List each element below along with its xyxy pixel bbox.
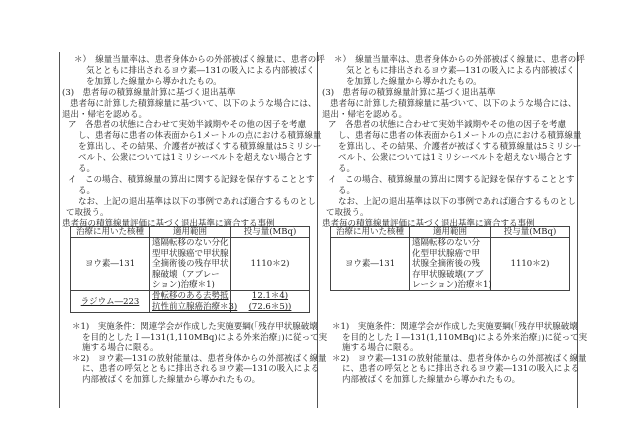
body-line: ア 各患者の状態に合わせて実効半減期やその他の因子を考慮 <box>328 120 567 131</box>
body-line: を算出し、その結果、介護者が被ばくする積算線量は5ミリシー <box>338 142 582 153</box>
scope-cell <box>150 238 231 291</box>
footnote-line: に、患者の呼気とともに排出されるヨウ素―131の吸入による <box>342 364 580 374</box>
note-line: を加算した線量から導かれたもの。 <box>86 76 222 87</box>
body-line: る。 <box>78 164 96 174</box>
footnote-line: を目的としたＩ―131(1,110MBq)による外来治療」)に従って実 <box>82 332 328 343</box>
scope-line: 抗性前立腺癌治療＊3) <box>152 301 238 312</box>
scope-cell <box>150 291 238 313</box>
table-header-cell: 投与量(MBq) <box>491 227 570 238</box>
table-title: 患者毎の積算線量評価に基づく退出基準に適合する事例 <box>62 218 275 229</box>
body-line: し、患者毎に患者の体表面から1メートルの点における積算線量 <box>338 131 582 142</box>
dose-value: 1110＊2) <box>250 259 290 270</box>
scope-line: 化型甲状腺癌で甲 <box>412 248 481 259</box>
table-header-cell: 治療に用いた核種 <box>71 227 150 238</box>
dose-cell <box>491 238 570 291</box>
section-title: (3) 患者毎の積算線量計算に基づく退出基準 <box>62 87 236 98</box>
footnote-line: ＊1) 実施条件：関連学会が作成した実施要綱(「残存甲状腺破壊 <box>72 322 318 332</box>
scope-line: 状腺全摘術後の残 <box>412 259 481 270</box>
body-line: イ この場合、積算線量の算出に関する記録を保存することとす <box>328 174 575 185</box>
note-line: 気とともに排出されるヨウ素―131の吸入による内部被ばく <box>346 65 575 76</box>
nuclide-cell <box>71 238 150 291</box>
body-line: ベルト、公衆については1ミリシーベルトを超えない場合とす <box>338 153 572 164</box>
table-row <box>71 238 310 291</box>
table-header-row <box>71 227 310 238</box>
body-line: 退出・帰宅を認める。 <box>322 109 408 120</box>
footnote-line: 内部被ばくを加算した線量から導かれたもの。 <box>342 374 521 385</box>
note-line: ＊） 線量当量率は、患者身体からの外部被ばく線量に、患者の呼 <box>74 55 325 65</box>
nuclide-cell <box>71 291 150 313</box>
scope-cell <box>410 238 491 291</box>
body-line: る。 <box>78 185 96 196</box>
scope-line: 骨転移のある去勢抵 <box>152 291 229 302</box>
scope-line: 遠隔転移のない分化 <box>152 238 229 249</box>
dose-criteria-table <box>330 226 570 291</box>
scope-line: 遠隔転移のない分 <box>412 238 481 249</box>
body-line: 退出・帰宅を認める。 <box>62 109 148 120</box>
table-header-row <box>331 227 570 238</box>
scope-line: ション)治療＊1) <box>152 280 215 291</box>
footnote-line: を目的としたＩ―131(1,110MBq)による外来治療」)に従って実 <box>342 332 588 343</box>
body-line: て取扱う。 <box>66 207 109 218</box>
dose-value: (72.6＊5)) <box>248 301 292 312</box>
note-line: ＊） 線量当量率は、患者身体からの外部被ばく線量に、患者の呼 <box>334 55 585 65</box>
table-header-cell: 適用範囲 <box>150 227 231 238</box>
table-title: 患者毎の積算線量評価に基づく退出基準に適合する事例 <box>322 218 535 229</box>
footnote-line: ＊2) ヨウ素―131の放射能量は、患者身体からの外部被ばく線量 <box>72 353 327 364</box>
nuclide-name: ラジウム―223 <box>80 296 140 307</box>
footnote-line: ＊1) 実施条件：関連学会が作成した実施要綱(「残存甲状腺破壊 <box>332 322 578 332</box>
table-header-cell: 投与量(MBq) <box>231 227 310 238</box>
note-line: を加算した線量から導かれたもの。 <box>346 76 482 87</box>
scope-line: 型甲状腺癌で甲状腺 <box>152 248 229 259</box>
dose-value: 1110＊2) <box>510 259 550 270</box>
body-line: なお、上記の退出基準は以下の事例であれば適合するものとし <box>78 196 317 207</box>
body-line: る。 <box>338 164 356 174</box>
body-line: イ この場合、積算線量の算出に関する記録を保存することとす <box>68 174 315 185</box>
table-header-cell: 治療に用いた核種 <box>331 227 410 238</box>
body-line: し、患者毎に患者の体表面から1メートルの点における積算線量 <box>78 131 322 142</box>
footnote-line: 施する場合に限る。 <box>82 343 159 353</box>
table-row <box>331 238 570 291</box>
dose-cell <box>231 238 310 291</box>
table-header-cell: 適用範囲 <box>410 227 491 238</box>
body-line: なお、上記の退出基準は以下の事例であれば適合するものとし <box>338 196 577 207</box>
scope-line: 腺破壊（アブレー <box>152 269 220 280</box>
footnote-line: 内部被ばくを加算した線量から導かれたもの。 <box>82 374 261 385</box>
body-line: を算出し、その結果、介護者が被ばくする積算線量は5ミリシー <box>78 142 322 153</box>
nuclide-name: ヨウ素―131 <box>344 259 396 270</box>
scope-line: 全摘術後の残存甲状 <box>152 259 229 270</box>
nuclide-cell <box>331 238 410 291</box>
table-row <box>71 291 310 313</box>
section-title: (3) 患者毎の積算線量計算に基づく退出基準 <box>322 87 496 98</box>
footnote-line: ＊2) ヨウ素―131の放射能量は、患者身体からの外部被ばく線量 <box>332 353 587 364</box>
body-line: 患者毎に計算した積算線量に基づいて、以下のような場合には、 <box>70 98 317 109</box>
dose-cell <box>231 291 310 313</box>
dose-value: 12.1＊4) <box>251 291 289 302</box>
nuclide-name: ヨウ素―131 <box>84 259 136 270</box>
body-line: て取扱う。 <box>326 207 369 218</box>
scope-line: レーション)治療＊1) <box>412 280 492 291</box>
body-line: ア 各患者の状態に合わせて実効半減期やその他の因子を考慮 <box>68 120 307 131</box>
dose-criteria-table <box>70 226 310 313</box>
note-line: 気とともに排出されるヨウ素―131の吸入による内部被ばく <box>86 65 315 76</box>
body-line: ベルト、公衆については1ミリシーベルトを超えない場合とす <box>78 153 312 164</box>
left-border <box>59 52 60 408</box>
body-line: 患者毎に計算した積算線量に基づいて、以下のような場合には、 <box>330 98 577 109</box>
body-line: る。 <box>338 185 356 196</box>
footnote-line: 施する場合に限る。 <box>342 343 419 353</box>
footnote-line: に、患者の呼気とともに排出されるヨウ素―131の吸入による <box>82 364 320 374</box>
scope-line: 存甲状腺破壊(アブ <box>412 269 484 280</box>
